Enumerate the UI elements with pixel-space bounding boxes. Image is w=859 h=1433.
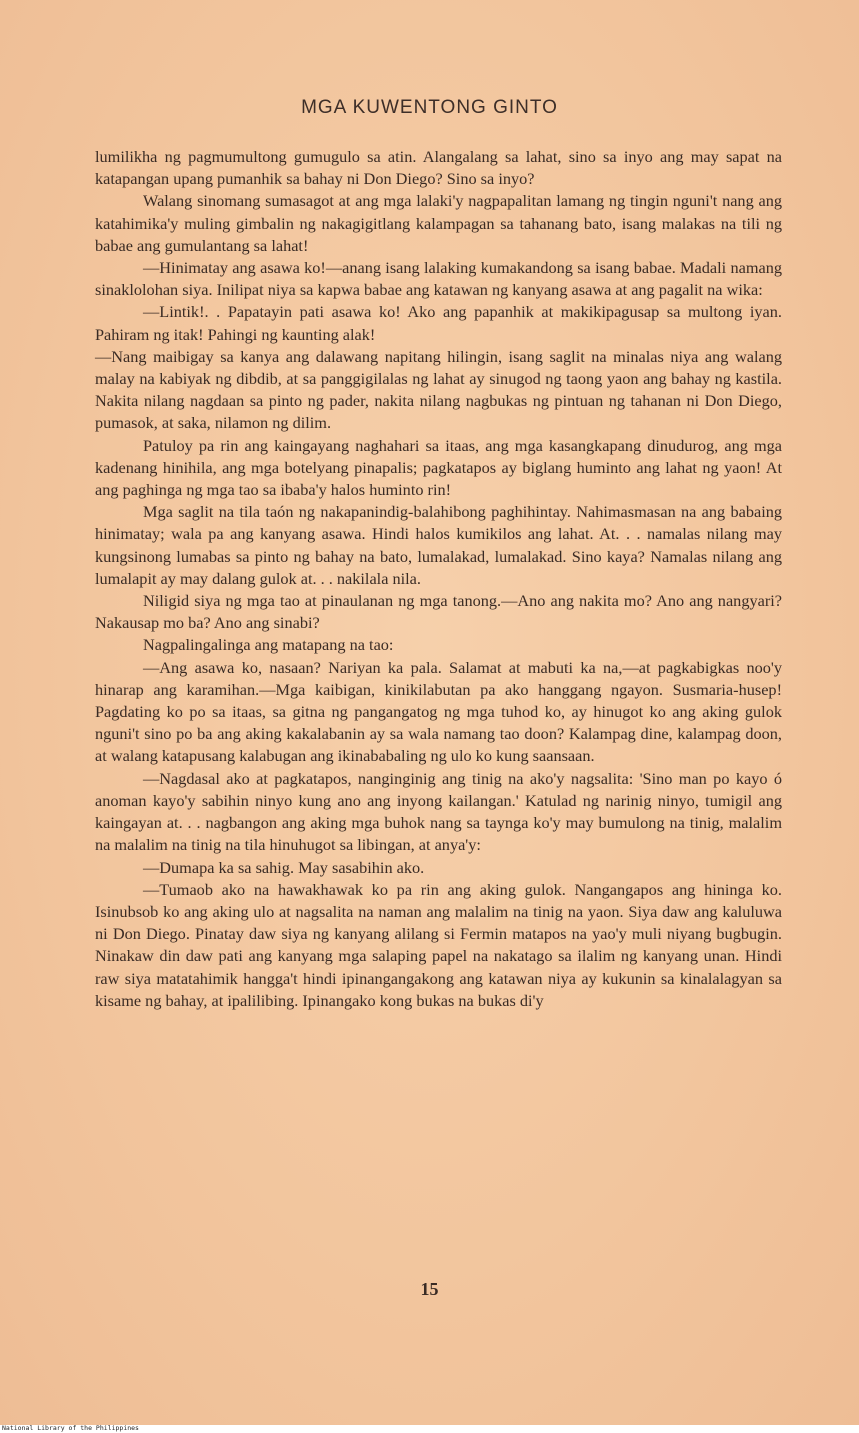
running-header: MGA KUWENTONG GINTO — [301, 97, 558, 118]
paragraph: —Lintik!. . Papatayin pati asawa ko! Ako ang papanhik at makikipagusap sa multong iyan. Pahiram ng itak! Pahingi ng kaunting alak! — [95, 302, 782, 344]
paragraph: —Hinimatay ang asawa ko!—anang isang lalaking kumakandong sa isang babae. Madali namang sinaklolohan siya. Inilipat niya sa kapwa babae ang katawan ng kanyang asawa at ang pagalit na wika: — [95, 258, 782, 300]
page-number: 15 — [420, 1279, 439, 1299]
paragraph: —Nagdasal ako at pagkatapos, nanginginig ang tinig na ako'y nagsalita: 'Sino man po kayo ó anoman kayo'y sabihin ninyo kung ano ang inyong kailangan.' Katulad ng narinig ninyo, tumigil ang kaingayan at. . . nagbangon ang aking mga buhok nang sa taynga ko'y may bumulong na tinig, malalim na malalim na tinig na tila hinuhugot sa libingan, at anya'y: — [95, 768, 782, 855]
library-credit: National Library of the Philippines — [2, 1424, 139, 1432]
paragraph: Nagpalingalinga ang matapang na tao: — [143, 635, 394, 655]
paragraph: Walang sinomang sumasagot at ang mga lalaki'y nagpapalitan lamang ng tingin nguni't nang ang katahimika'y muling gimbalin ng nakagigitlang kalampagan sa tahanang bato, isang malakas na tili ng babae ang gumulantang sa lahat! — [95, 191, 782, 255]
paragraph: —Dumapa ka sa sahig. May sasabihin ako. — [143, 857, 425, 877]
paragraph: —Tumaob ako na hawakhawak ko pa rin ang aking gulok. Nangangapos ang hininga ko. Isinubsob ko ang aking ulo at nagsalita na naman ang malalim na tinig na yaon. Siya daw ang kaluluwa ni Don Diego. Pinatay daw siya ng kanyang alilang si Fermin matapos na yao'y muli niyang bugbugin. Ninakaw din daw pati ang kanyang mga salaping papel na nakatago sa ilalim ng kanyang unan. Hindi raw siya matatahimik hangga't hindi ipinangangakong ang katawan niya ay kukunin sa kinalalagyan sa kisame ng bahay, at ipalilibing. Ipinangako kong bukas na bukas di'y — [95, 879, 782, 1010]
paragraph: Patuloy pa rin ang kaingayang naghahari sa itaas, ang mga kasangkapang dinudurog, ang mga kadenang hinihila, ang mga botelyang pinapalis; pagkatapos ay biglang huminto ang lahat ng yaon! At ang paghinga ng mga tao sa ibaba'y halos huminto rin! — [95, 435, 782, 500]
paragraph: Mga saglit na tila taón ng nakapanindig-balahibong paghihintay. Nahimasmasan na ang babaing hinimatay; wala pa ang kanyang asawa. Hindi halos kumikilos ang lahat. At. . . namalas nilang may kungsinong lumabas sa pinto ng bahay na bato, lumalakad, lumalakad. Sino kaya? Namalas nilang ang lumalapit ay may dalang gulok at. . . nakilala nila. — [95, 502, 782, 588]
body-text — [95, 146, 782, 1012]
paragraph: lumilikha ng pagmumultong gumugulo sa atin. Alangalang sa lahat, sino sa inyo ang may sapat na katapangan upang pumanhik sa bahay ni Don Diego? Sino sa inyo? — [95, 147, 782, 189]
paragraph: —Ang asawa ko, nasaan? Nariyan ka pala. Salamat at mabuti ka na,—at pagkabigkas noo'y hinarap ang karamihan.—Mga kaibigan, kinikilabutan pa ako hanggang ngayon. Susmaria-husep! Pagdating ko po sa itaas, sa gitna ng pangangatog ng mga tuhod ko, ay hinugot ko ang aking gulok nguni't sino po ba ang aking kakalabanin ay sa wala namang tao doon? Kalampag dine, kalampag doon, at walang katapusang kalabugan ang ikinababaling ng ulo ko kung saansaan. — [95, 657, 782, 766]
paragraph: Niligid siya ng mga tao at pinaulanan ng mga tanong.—Ano ang nakita mo? Ano ang nangyari? Nakausap mo ba? Ano ang sinabi? — [95, 591, 782, 633]
paragraph: —Nang maibigay sa kanya ang dalawang napitang hilingin, isang saglit na minalas niya ang walang malay na kabiyak ng dibdib, at sa panggigilalas ng lahat ay sinugod ng taong yaon ang bahay ng kastila. Nakita nilang nagdaan sa pinto ng pader, nakita nilang nagbukas ng pintuan ng tahanan ni Don Diego, pumasok, at saka, nilamon ng dilim. — [95, 346, 782, 433]
